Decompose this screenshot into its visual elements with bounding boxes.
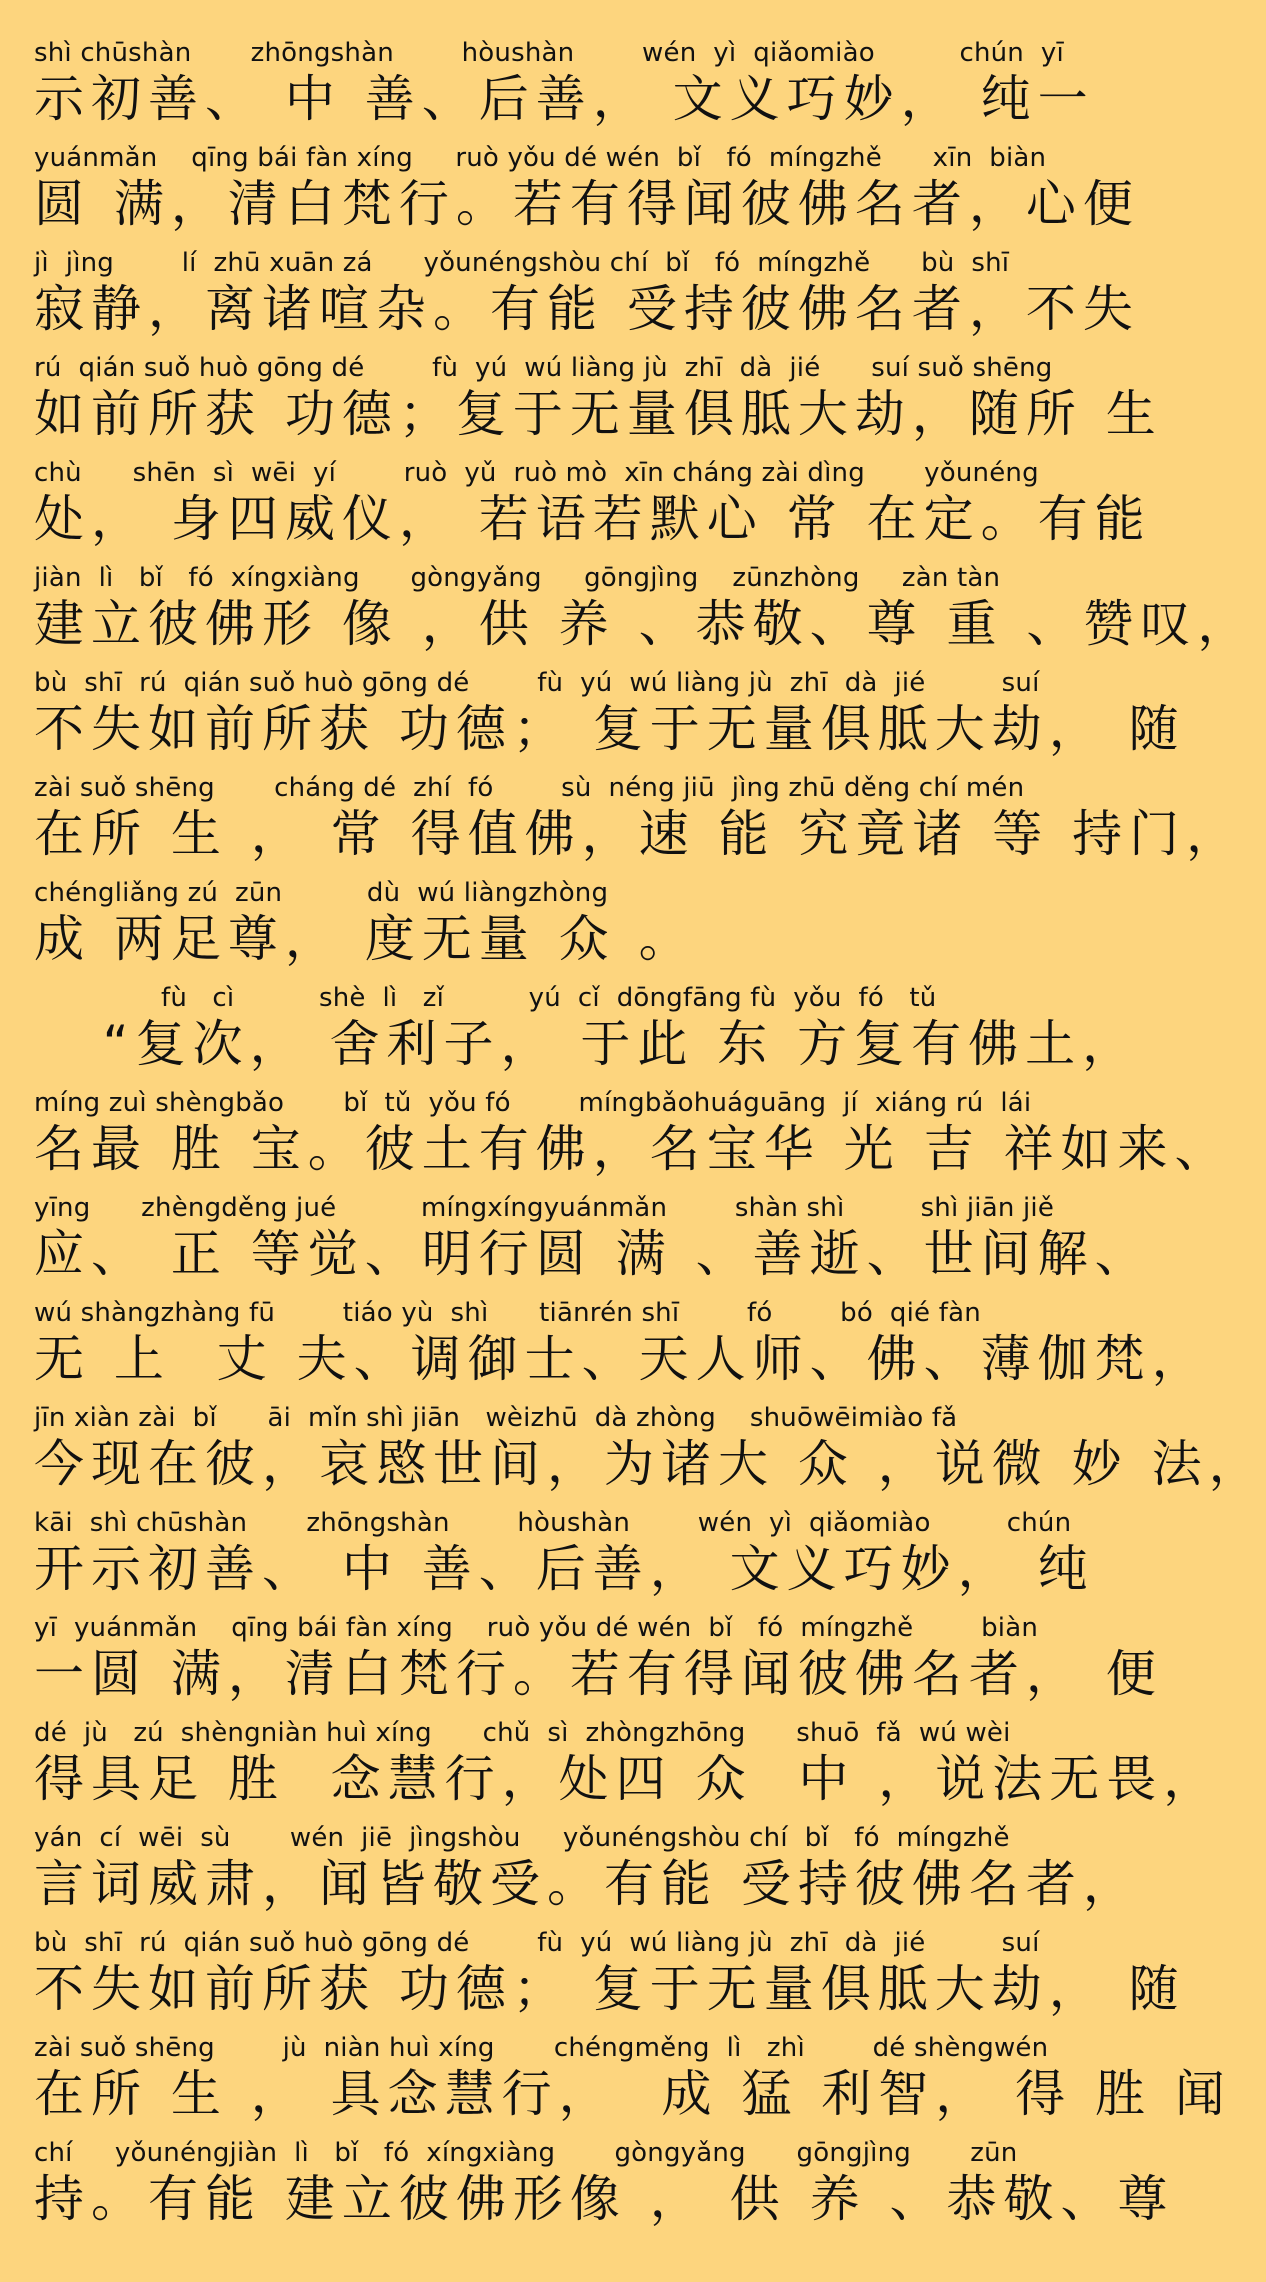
verse-line-14 (34, 1403, 1266, 1510)
hanzi-row: 应、 正 等觉、明行圆 满 、善逝、世间解、 (34, 1225, 1152, 1283)
pinyin-row: bù shī rú qián suǒ huò gōng dé fù yú wú liàng jù zhī dà jié suí (34, 668, 1040, 698)
verse-line-2 (34, 143, 1140, 250)
hanzi-row: 建立彼佛形 像 ，供 养 、恭敬、尊 重 、赞叹， (34, 595, 1255, 653)
pinyin-row: zài suǒ shēng jù niàn huì xíng chéngměng lì zhì dé shèngwén (34, 2033, 1049, 2063)
hanzi-row: 圆 满，清白梵行。若有得闻彼佛名者，心便 (34, 175, 1140, 233)
verse-line-20 (34, 2033, 1232, 2140)
hanzi-row: 成 两足尊， 度无量 众 。 (34, 910, 696, 968)
verse-line-21 (34, 2138, 1175, 2245)
pinyin-row: zài suǒ shēng cháng dé zhí fó sù néng jiū jìng zhū děng chí mén (34, 773, 1025, 803)
pinyin-row: kāi shì chūshàn zhōngshàn hòushàn wén yì qiǎomiào chún (34, 1508, 1072, 1538)
pinyin-row: chù shēn sì wēi yí ruò yǔ ruò mò xīn cháng zài dìng yǒunéng (34, 458, 1039, 488)
verse-line-11 (34, 1088, 1232, 1195)
pinyin-row: bù shī rú qián suǒ huò gōng dé fù yú wú liàng jù zhī dà jié suí (34, 1928, 1040, 1958)
pinyin-row: jiàn lì bǐ fó xíngxiàng gòngyǎng gōngjìng zūnzhòng zàn tàn (34, 563, 1001, 593)
hanzi-row: 示初善、 中 善、后善， 文义巧妙， 纯一 (34, 70, 1095, 128)
hanzi-row: 无 上 丈 夫、调御士、天人师、佛、薄伽梵， (34, 1330, 1209, 1388)
verse-line-8 (34, 773, 1244, 880)
verse-line-12 (34, 1193, 1152, 1300)
pinyin-row: jì jìng lí zhū xuān zá yǒunéngshòu chí bǐ fó míngzhě bù shī (34, 248, 1010, 278)
verse-line-19 (34, 1928, 1186, 2035)
verse-line-15 (34, 1508, 1095, 1615)
verse-line-1 (34, 38, 1095, 145)
verse-line-17 (34, 1718, 1221, 1825)
hanzi-row: 持。有能 建立彼佛形像 ， 供 养 、恭敬、尊 (34, 2170, 1175, 2228)
pinyin-row: fù cì shè lì zǐ yú cǐ dōngfāng fù yǒu fó tǔ (34, 983, 937, 1013)
hanzi-row: 如前所获 功德；复于无量俱胝大劫，随所 生 (34, 385, 1163, 443)
verse-line-7 (34, 668, 1186, 775)
hanzi-row: 不失如前所获 功德； 复于无量俱胝大劫， 随 (34, 700, 1186, 758)
pinyin-row: yī yuánmǎn qīng bái fàn xíng ruò yǒu dé wén bǐ fó míngzhě biàn (34, 1613, 1039, 1643)
hanzi-row: 在所 生 ， 具念慧行， 成 猛 利智， 得 胜 闻 (34, 2065, 1232, 2123)
hanzi-row: 一圆 满，清白梵行。若有得闻彼佛名者， 便 (34, 1645, 1163, 1703)
hanzi-row: 处， 身四威仪， 若语若默心 常 在定。有能 (34, 490, 1152, 548)
verse-line-13 (34, 1298, 1209, 1405)
hanzi-row: 在所 生 ， 常 得值佛，速 能 究竟诸 等 持门， (34, 805, 1244, 863)
verse-line-4 (34, 353, 1163, 460)
pinyin-row: jīn xiàn zài bǐ āi mǐn shì jiān wèizhū dà zhòng shuōwēimiào fǎ (34, 1403, 958, 1433)
verse-line-3 (34, 248, 1140, 355)
verse-line-9 (34, 880, 1062, 985)
pinyin-row: chí yǒunéngjiàn lì bǐ fó xíngxiàng gòngyǎng gōngjìng zūn (34, 2138, 1018, 2168)
hanzi-row: 名最 胜 宝。彼土有佛，名宝华 光 吉 祥如来、 (34, 1120, 1232, 1178)
verse-line-6 (34, 563, 1255, 670)
hanzi-row: 不失如前所获 功德； 复于无量俱胝大劫， 随 (34, 1960, 1186, 2018)
pinyin-row: yán cí wēi sù wén jiē jìngshòu yǒunéngshòu chí bǐ fó míngzhě (34, 1823, 1010, 1853)
verse-line-5 (34, 458, 1152, 565)
verse-line-18 (34, 1823, 1140, 1930)
hanzi-row: 言词威肃，闻皆敬受。有能 受持彼佛名者， (34, 1855, 1140, 1913)
pinyin-row: wú shàngzhàng fū tiáo yù shì tiānrén shī fó bó qié fàn (34, 1298, 981, 1328)
pinyin-row: shì chūshàn zhōngshàn hòushàn wén yì qiǎomiào chún yī (34, 38, 1064, 68)
pinyin-row: chéngliǎng zú zūn dù wú liàngzhòng (34, 878, 609, 908)
pinyin-row: dé jù zú shèngniàn huì xíng chǔ sì zhòngzhōng shuō fǎ wú wèi (34, 1718, 1011, 1748)
verse-line-10 (34, 983, 1140, 1090)
hanzi-row: 得具足 胜 念慧行，处四 众 中 ，说法无畏， (34, 1750, 1221, 1808)
pinyin-row: yuánmǎn qīng bái fàn xíng ruò yǒu dé wén bǐ fó míngzhě xīn biàn (34, 143, 1047, 173)
pinyin-row: míng zuì shèngbǎo bǐ tǔ yǒu fó míngbǎohuáguāng jí xiáng rú lái (34, 1088, 1032, 1118)
hanzi-row: 今现在彼，哀愍世间，为诸大 众 ，说微 妙 法， (34, 1435, 1266, 1493)
hanzi-row: “复次， 舍利子， 于此 东 方复有佛土， (34, 1015, 1140, 1073)
hanzi-row: 寂静，离诸喧杂。有能 受持彼佛名者，不失 (34, 280, 1140, 338)
pinyin-row: rú qián suǒ huò gōng dé fù yú wú liàng jù zhī dà jié suí suǒ shēng (34, 353, 1053, 383)
hanzi-row: 开示初善、 中 善、后善， 文义巧妙， 纯 (34, 1540, 1095, 1598)
verse-line-16 (34, 1613, 1163, 1720)
pinyin-row: yīng zhèngděng jué míngxíngyuánmǎn shàn shì shì jiān jiě (34, 1193, 1055, 1223)
